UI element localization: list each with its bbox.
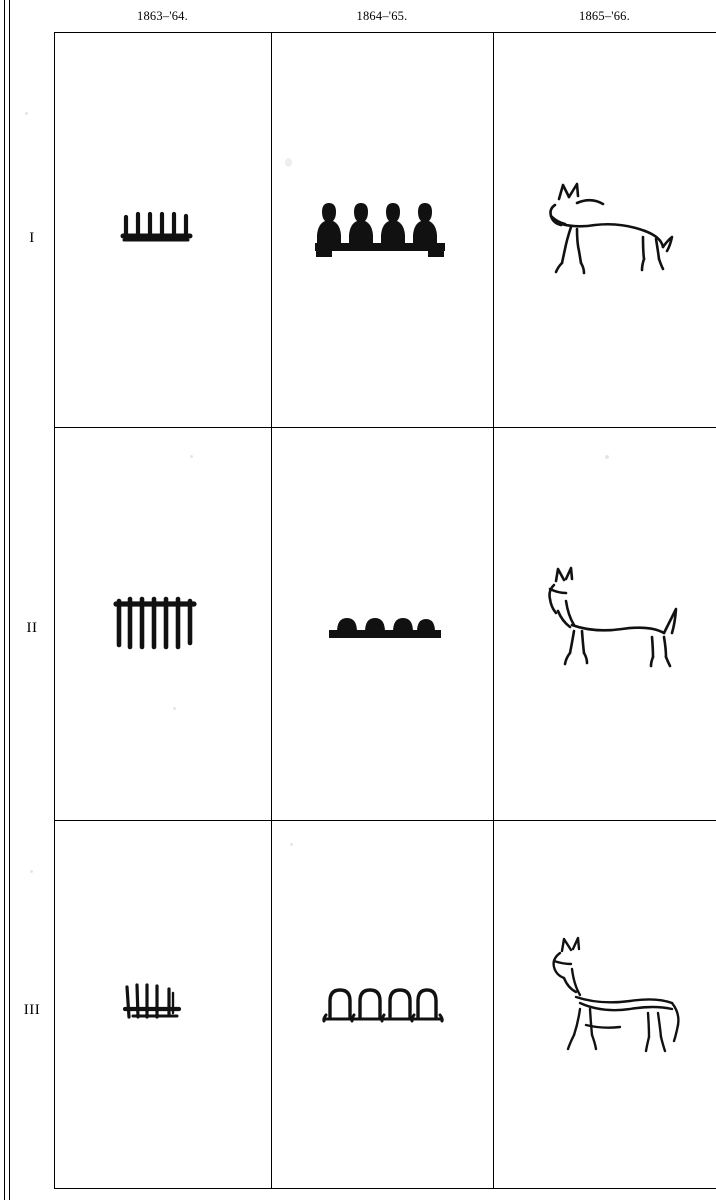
column-header-row	[54, 0, 716, 32]
figure-cell-row3-col1	[54, 820, 271, 1188]
column-header-1864-65: 1864–'65.	[356, 9, 408, 23]
row-label-III: III	[23, 1002, 41, 1018]
figure-cell-row2-col1	[54, 427, 271, 820]
page-border-rule-inner	[9, 0, 10, 1200]
page-border-rule-outer	[4, 0, 5, 1200]
figure-cell-row3-col3	[493, 820, 716, 1188]
plate-table	[54, 0, 716, 1200]
figure-cell-row3-col2	[271, 820, 493, 1188]
column-header-1863-64: 1863–'64.	[137, 9, 188, 23]
figure-cell-row2-col2	[271, 427, 493, 820]
paper-speck	[30, 870, 33, 873]
figure-cell-row1-col2	[271, 32, 493, 427]
grid-rule-horizontal-bottom	[54, 1188, 716, 1189]
row-label-I: I	[29, 230, 35, 246]
column-header-1865-66: 1865–'66.	[579, 9, 630, 23]
paper-speck	[25, 112, 28, 115]
figure-cell-row2-col3	[493, 427, 716, 820]
row-label-II: II	[26, 620, 38, 636]
figure-cell-row1-col3	[493, 32, 716, 427]
figure-cell-row1-col1	[54, 32, 271, 427]
